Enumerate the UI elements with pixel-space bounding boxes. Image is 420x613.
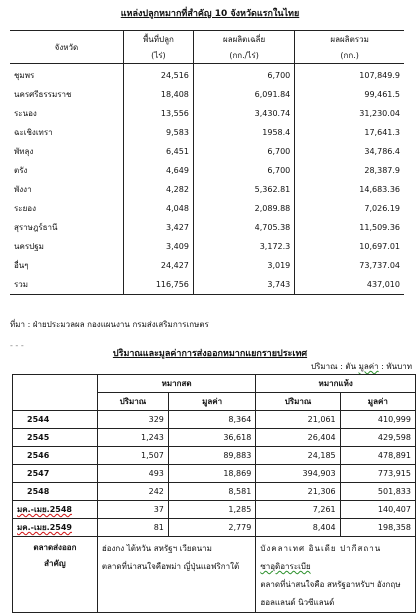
dry-qty-cell: 24,185	[256, 447, 340, 465]
fresh-qty-cell: 329	[97, 411, 168, 429]
table-row	[13, 501, 416, 519]
total-cell: 17,641.3	[295, 123, 404, 142]
header-fresh-qty: ปริมาณ	[97, 393, 168, 411]
table-row	[10, 237, 404, 256]
table-row	[13, 429, 416, 447]
year-cell	[13, 519, 98, 537]
total-cell: 7,026.19	[295, 199, 404, 218]
dry-val-cell: 773,915	[340, 465, 415, 483]
header-area-unit: (ไร่)	[123, 47, 193, 64]
dry-qty-cell: 7,261	[256, 501, 340, 519]
market-fresh	[97, 537, 256, 613]
table-row	[10, 256, 404, 275]
header-avg-yield: ผลผลิตเฉลี่ย	[193, 31, 294, 48]
fresh-val-cell: 8,364	[168, 411, 255, 429]
province-cell: พัทลุง	[10, 142, 123, 161]
header-dry-val: มูลค่า	[340, 393, 415, 411]
market-dry-line4: ฮอลแลนด์ นิวซีแลนด์	[260, 598, 335, 607]
avg-yield-cell: 3,172.3	[193, 237, 294, 256]
header-province: จังหวัด	[10, 31, 123, 64]
province-cell: รวม	[10, 275, 123, 295]
fresh-qty-cell: 1,243	[97, 429, 168, 447]
table-row	[10, 64, 404, 86]
table1-title: แหล่งปลูกหมากที่สำคัญ 10 จังหวัดแรกในไทย	[120, 9, 300, 19]
area-cell: 3,427	[123, 218, 193, 237]
table-row	[10, 142, 404, 161]
table-row	[13, 411, 416, 429]
total-cell: 73,737.04	[295, 256, 404, 275]
province-cell: ชุมพร	[10, 64, 123, 86]
avg-yield-cell: 4,705.38	[193, 218, 294, 237]
dry-qty-cell: 21,061	[256, 411, 340, 429]
table-row	[10, 199, 404, 218]
fresh-qty-cell: 1,507	[97, 447, 168, 465]
year-cell: 2546	[13, 447, 98, 465]
total-cell: 14,683.36	[295, 180, 404, 199]
fresh-qty-cell: 37	[97, 501, 168, 519]
section-separator: - - -	[10, 341, 24, 350]
header-year-blank	[13, 375, 98, 411]
dry-qty-cell: 26,404	[256, 429, 340, 447]
year-cell	[13, 501, 98, 519]
fresh-val-cell: 36,618	[168, 429, 255, 447]
avg-yield-cell: 1958.4	[193, 123, 294, 142]
province-cell: อื่นๆ	[10, 256, 123, 275]
area-cell: 24,516	[123, 64, 193, 86]
area-cell: 116,756	[123, 275, 193, 295]
header-avg-yield-unit: (กก./ไร่)	[193, 47, 294, 64]
fresh-val-cell: 18,869	[168, 465, 255, 483]
dry-qty-cell: 21,306	[256, 483, 340, 501]
area-cell: 4,282	[123, 180, 193, 199]
year-label: มค.-เมย.2549	[17, 523, 72, 532]
market-dry-line3: ตลาดที่น่าสนใจคือ สหรัฐอาหรับฯ อังกฤษ	[260, 580, 401, 589]
table-row	[10, 85, 404, 104]
year-cell: 2544	[13, 411, 98, 429]
table1-source: ที่มา : ฝ่ายประมวลผล กองแผนงาน กรมส่งเสริมการเกษตร	[10, 320, 209, 329]
year-cell: 2548	[13, 483, 98, 501]
dry-val-cell: 410,999	[340, 411, 415, 429]
province-cell: สุราษฎร์ธานี	[10, 218, 123, 237]
avg-yield-cell: 6,700	[193, 161, 294, 180]
table-row	[10, 218, 404, 237]
year-label: มค.-เมย.2548	[17, 505, 72, 514]
province-cell: ฉะเชิงเทรา	[10, 123, 123, 142]
header-fresh-val: มูลค่า	[168, 393, 255, 411]
header-total-unit: (กก.)	[295, 47, 404, 64]
fresh-qty-cell: 242	[97, 483, 168, 501]
total-cell: 437,010	[295, 275, 404, 295]
year-cell: 2547	[13, 465, 98, 483]
total-cell: 107,849.9	[295, 64, 404, 86]
header-fresh: หมากสด	[97, 375, 256, 393]
dry-val-cell: 501,833	[340, 483, 415, 501]
header-dry: หมากแห้ง	[256, 375, 416, 393]
table-row	[10, 104, 404, 123]
avg-yield-cell: 3,019	[193, 256, 294, 275]
market-dry-line2: ซาอุดิอาระเบีย	[260, 562, 311, 571]
avg-yield-cell: 6,700	[193, 64, 294, 86]
fresh-val-cell: 89,883	[168, 447, 255, 465]
avg-yield-cell: 3,430.74	[193, 104, 294, 123]
table2-unit-note	[311, 360, 412, 373]
dry-val-cell: 140,407	[340, 501, 415, 519]
avg-yield-cell: 5,362.81	[193, 180, 294, 199]
area-cell: 3,409	[123, 237, 193, 256]
table-row	[10, 275, 404, 295]
market-dry-line1: บังคลาเทศ อินเดีย ปากีสถาน	[260, 544, 382, 553]
total-cell: 28,387.9	[295, 161, 404, 180]
header-total: ผลผลิตรวม	[295, 31, 404, 48]
dry-val-cell: 478,891	[340, 447, 415, 465]
header-dry-qty: ปริมาณ	[256, 393, 340, 411]
header-area: พื้นที่ปลูก	[123, 31, 193, 48]
table-row	[10, 180, 404, 199]
table-row	[13, 519, 416, 537]
avg-yield-cell: 6,091.84	[193, 85, 294, 104]
province-cell: ตรัง	[10, 161, 123, 180]
province-cell: นครศรีธรรมราช	[10, 85, 123, 104]
fresh-qty-cell: 493	[97, 465, 168, 483]
table-row	[13, 483, 416, 501]
market-label-line2: สำคัญ	[44, 559, 66, 568]
total-cell: 10,697.01	[295, 237, 404, 256]
dry-val-cell: 429,598	[340, 429, 415, 447]
table-row	[13, 447, 416, 465]
market-label	[13, 537, 98, 613]
year-cell: 2545	[13, 429, 98, 447]
dry-qty-cell: 8,404	[256, 519, 340, 537]
market-fresh-line1: ฮ่องกง ไต้หวัน สหรัฐฯ เวียดนาม	[101, 544, 212, 553]
total-cell: 11,509.36	[295, 218, 404, 237]
area-cell: 24,427	[123, 256, 193, 275]
unit-prefix: ปริมาณ : ตัน	[311, 362, 357, 371]
market-label-line1: ตลาดส่งออก	[33, 543, 77, 552]
table-row	[10, 123, 404, 142]
fresh-val-cell: 8,581	[168, 483, 255, 501]
avg-yield-cell: 2,089.88	[193, 199, 294, 218]
total-cell: 31,230.04	[295, 104, 404, 123]
table2-title: ปริมาณและมูลค่าการส่งออกหมากแยกรายประเทศ	[112, 349, 308, 359]
market-dry	[256, 537, 416, 613]
fresh-qty-cell: 81	[97, 519, 168, 537]
province-cell: ระนอง	[10, 104, 123, 123]
area-cell: 4,649	[123, 161, 193, 180]
total-cell: 99,461.5	[295, 85, 404, 104]
area-cell: 13,556	[123, 104, 193, 123]
market-fresh-line2: ตลาดที่น่าสนใจคือพม่า ญี่ปุ่นแอฟริกาใต้	[101, 562, 240, 571]
area-cell: 9,583	[123, 123, 193, 142]
fresh-val-cell: 2,779	[168, 519, 255, 537]
province-cell: นครปฐม	[10, 237, 123, 256]
dry-qty-cell: 394,903	[256, 465, 340, 483]
avg-yield-cell: 6,700	[193, 142, 294, 161]
area-cell: 4,048	[123, 199, 193, 218]
dry-val-cell: 198,358	[340, 519, 415, 537]
table-row	[10, 161, 404, 180]
unit-value: มูลค่า	[358, 362, 379, 371]
area-cell: 6,451	[123, 142, 193, 161]
province-cell: พังงา	[10, 180, 123, 199]
province-cell: ระยอง	[10, 199, 123, 218]
table-row	[13, 465, 416, 483]
total-cell: 34,786.4	[295, 142, 404, 161]
avg-yield-cell: 3,743	[193, 275, 294, 295]
fresh-val-cell: 1,285	[168, 501, 255, 519]
export-table	[12, 374, 416, 613]
unit-suffix: : พันบาท	[381, 362, 412, 371]
area-cell: 18,408	[123, 85, 193, 104]
province-production-table	[10, 30, 404, 295]
